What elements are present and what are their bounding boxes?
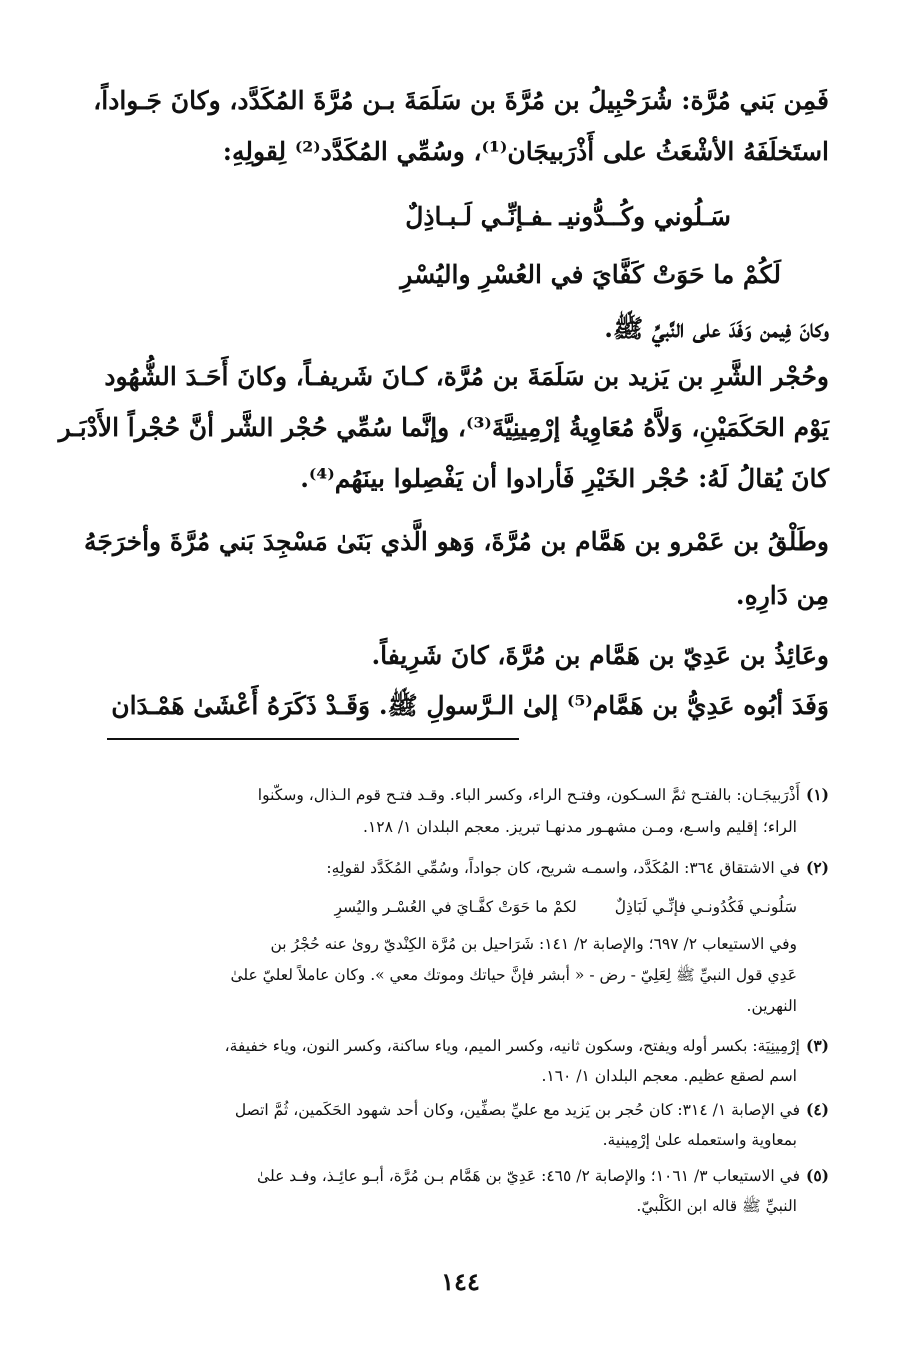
- footnote-line: وفي الاستيعاب ٢/ ٦٩٧؛ والإصابة ٢/ ١٤١: شَرَاحيل بن مُرَّة الكِنْديّ روىٰ عنه حُجْرُ بن: [270, 935, 797, 953]
- footnote-number: (٥): [805, 1166, 829, 1185]
- footnote-5: [104, 1163, 829, 1189]
- footnote-divider: [107, 738, 519, 740]
- footnote-line: اسم لصقع عظيم. معجم البلدان ١/ ١٦٠.: [541, 1067, 797, 1085]
- poem-line: سَـلُوني وكُــدُّونيـ ـفـإنِّـي لَـبـاذِلٌ: [405, 202, 731, 231]
- body-line: مِن دَارِهِ.: [735, 581, 829, 610]
- body-line: وحُجْر الشَّرِ بن يَزيد بن سَلَمَةَ بن مُرَّة، كـانَ شَريفـاً، وكانَ أَحَـدَ الشُّهُود: [104, 362, 829, 391]
- body-line: كانَ يُقالُ لَهُ: حُجْر الخَيْرِ فَأرادوا أن يَفْصِلوا بينَهُم⁽⁴⁾.: [300, 464, 829, 493]
- footnote-text: في الاستيعاب ٣/ ١٠٦١؛ والإصابة ٢/ ٤٦٥: عَدِيّ بن هَمَّام بـن مُرَّة، أبـو عائِـذ، وفـد علىٰ: [257, 1167, 800, 1185]
- footnote-text: في الاشتقاق ٣٦٤: المُكَدَّد، واسمـه شريح، كان جواداً، وسُمِّي المُكَدَّد لقولِهِ:: [326, 859, 800, 877]
- footnote-line: عَدِي قول النبيِّ ﷺ لِعَلِيّ - رض - « أبشر فإنَّ حياتك وموتك معي ». وكان عاملاً لعليّ علىٰ: [230, 966, 797, 984]
- body-line: استَخلَفَهُ الأشْعَثُ على أَذْرَبيجَان⁽¹⁾، وسُمِّي المُكَدَّد⁽²⁾ لِقولِهِ:: [222, 137, 829, 166]
- footnote-number: (٢): [805, 858, 829, 877]
- footnote-line: الراء؛ إقليم واسـع، ومـن مشهـور مدنهـا تبريز. معجم البلدان ١/ ١٢٨.: [363, 818, 797, 836]
- body-line: فَمِن بَني مُرَّة: شُرَحْبِيلُ بن مُرَّةَ بن سَلَمَةَ بـن مُرَّةَ المُكَدَّد، وكانَ جَـواداً،: [93, 86, 829, 115]
- footnote-2: [104, 855, 829, 881]
- footnote-poem: [102, 898, 797, 916]
- footnote-number: (٤): [805, 1100, 829, 1119]
- footnote-3: [104, 1033, 829, 1059]
- footnote-1: [104, 782, 829, 808]
- footnote-text: أَذْرَبيجَـان: بالفتـح ثمَّ السـكون، وفتـح الراء، وكسر الباء. وقـد فتـح قوم الـذال، وسكّنوا: [257, 786, 800, 804]
- page-number: ١٤٤: [441, 1267, 480, 1296]
- footnote-number: (١): [805, 785, 829, 804]
- body-line: وطَلْقُ بن عَمْرو بن هَمَّام بن مُرَّةَ، وَهو الَّذي بَنَىٰ مَسْجِدَ بَني مُرَّةَ وأخرَجَهُ: [84, 527, 829, 556]
- footnote-4: [104, 1097, 829, 1123]
- footnote-poem-verse: سَلُونـي فَكُدُونـي فإنِّـي لَبَاذِلٌ: [614, 898, 797, 916]
- body-line: يَوْم الحَكَمَيْنِ، وَلاَّهُ مُعَاوِيةُ إرْمِينِيَّةَ⁽³⁾، وإنَّما سُمِّي حُجْر الشَّر أنَّ حُجْراً الأَدْبَـر: [58, 413, 829, 442]
- footnote-line: النهرين.: [746, 997, 797, 1015]
- footnote-number: (٣): [805, 1036, 829, 1055]
- footnote-text: إرْمِينِيَة: بكسر أوله ويفتح، وسكون ثانيه، وكسر الميم، وياء ساكنة، وكسر النون، وياء خفيفة،: [224, 1037, 800, 1055]
- body-line: وَفَدَ أبُوه عَدِيُّ بن هَمَّام⁽⁵⁾ إلىٰ الـرَّسولِ ﷺ. وَقَـدْ ذَكَرَهُ أَعْشَىٰ هَمْـدَان: [111, 691, 829, 720]
- footnote-line: النبيِّ ﷺ قاله ابن الكَلْبيّ.: [636, 1197, 797, 1215]
- footnote-line: بمعاوية واستعمله علىٰ إرْمِينية.: [602, 1131, 797, 1149]
- poem-line: لَكُمْ ما حَوَتْ كَفَّايَ في العُسْرِ واليُسْرِ: [400, 260, 781, 289]
- footnote-text: في الإصابة ١/ ٣١٤: كان حُجر بن يَزيد مع عليِّ بصفِّين، وكان أحد شهود الحَكَمين، ثُمَّ اتصل: [234, 1101, 800, 1119]
- body-line: وعَائِذُ بن عَدِيّ بن هَمَّام بن مُرَّةَ، كانَ شَرِيفاً.: [371, 641, 829, 670]
- footnote-poem-verse: لكمْ ما حَوَتْ كفَّـايَ في العُسْـر واليُسرِ: [334, 898, 577, 916]
- body-line: وكانَ فِيمن وَفَدَ على النَّبيِّ ﷺ.: [604, 314, 829, 343]
